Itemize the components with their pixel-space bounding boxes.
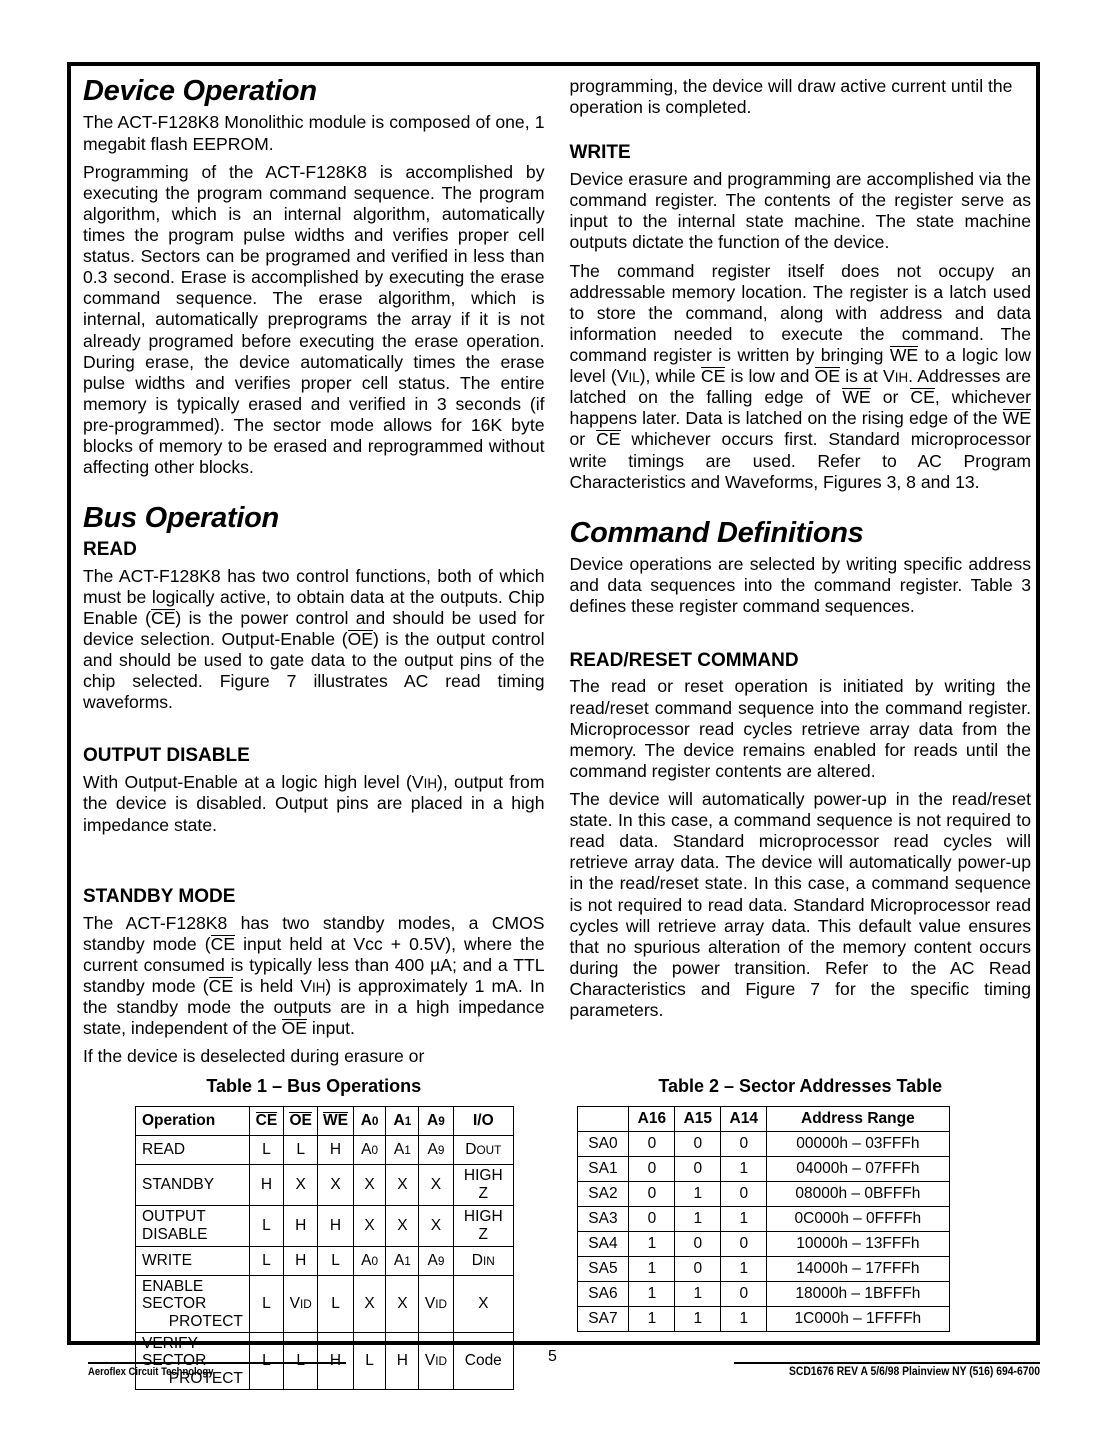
table2-wrapper: [570, 1076, 1032, 1390]
table-row: [136, 1276, 514, 1333]
col-we: [318, 1107, 353, 1136]
we-signal-overline: WE: [889, 344, 919, 365]
cell-operation: OUTPUT DISABLE: [136, 1206, 250, 1247]
cell-a9-value: V: [424, 1352, 436, 1370]
cell-sector: SA0: [577, 1132, 629, 1157]
right-column: [570, 76, 1032, 1021]
cell-operation: READ: [136, 1136, 250, 1165]
cell-we-value: L: [331, 1295, 340, 1313]
we-signal-overline: WE: [842, 387, 871, 408]
cell-a14: 1: [721, 1257, 767, 1282]
table2-title: Table 2 – Sector Addresses Table: [658, 1076, 943, 1096]
cell-a9-value: X: [430, 1217, 442, 1234]
cell-a0: [353, 1165, 386, 1206]
table-row: [136, 1165, 514, 1206]
cell-a9-subscript: ID: [435, 1298, 447, 1312]
paragraph-read-reset-1: The read or reset operation is initiated by writing the read/reset command sequence into the command register. Microprocessor read cycles retrieve array data from the memory. The device remains enabled for reads until the command register contents are altered.: [569, 676, 1031, 781]
table-row: [577, 1132, 949, 1157]
ce-signal-overline: CE: [700, 366, 726, 387]
operation-label-line2: PROTECT: [168, 1312, 243, 1330]
cell-a9: [419, 1165, 453, 1206]
table-row: [577, 1282, 949, 1307]
wr-text-1: The command register itself does not occupy an addressable memory location. The register is a latch used to store the command, along with address and data information needed to execute the command. The command register is written by bringing: [569, 260, 1031, 365]
cell-we-value: X: [330, 1176, 341, 1193]
cell-oe: [283, 1247, 317, 1276]
cell-a9-value: V: [424, 1295, 436, 1313]
wr-text-3: ), while: [639, 366, 701, 387]
col-a0: [353, 1107, 386, 1136]
table-row: [577, 1232, 949, 1257]
paragraph-output-disable: [83, 772, 545, 835]
cell-a15: 1: [675, 1307, 721, 1332]
table-row: [577, 1157, 949, 1182]
cell-io-value: HIGH Z: [463, 1208, 503, 1243]
cell-a9-value: A: [427, 1141, 438, 1158]
cell-oe: [283, 1276, 317, 1333]
cell-io-value: D: [471, 1252, 483, 1269]
spacer: [570, 625, 1032, 651]
vih-subscript: IH: [311, 979, 326, 995]
cell-a0-value: A: [361, 1141, 372, 1158]
heading-read: READ: [83, 538, 137, 560]
sb-text-5: input.: [307, 1018, 355, 1039]
cell-sector: SA4: [577, 1232, 629, 1257]
cell-sector: SA3: [577, 1207, 629, 1232]
sb-text-4: ) is approximately 1 mA. In the standby mode the outputs are in a high impedance state, independent of the: [83, 975, 545, 1039]
cell-ce-value: L: [262, 1141, 271, 1158]
cell-oe: [283, 1165, 317, 1206]
sb-text-3: is held V: [233, 975, 312, 996]
cell-io-subscript: OUT: [476, 1144, 502, 1157]
heading-standby-mode: STANDBY MODE: [83, 885, 236, 907]
we-header-overline: WE: [323, 1112, 348, 1129]
cell-ce: [249, 1136, 283, 1165]
cell-a14: 1: [721, 1157, 767, 1182]
paragraph-standby: [83, 913, 545, 1040]
page-number: 5: [548, 1348, 557, 1365]
spacer: [570, 125, 1032, 143]
cell-a15: 1: [675, 1182, 721, 1207]
wr-text-2: to a logic low level (V: [569, 344, 1032, 387]
cell-oe: [283, 1136, 317, 1165]
cell-a14: 0: [721, 1182, 767, 1207]
cell-ce-value: H: [260, 1176, 273, 1193]
cell-ce: [249, 1276, 283, 1333]
cell-oe-value: L: [296, 1352, 305, 1370]
a9-subscript: 9: [438, 1115, 445, 1128]
left-column: [83, 76, 545, 1067]
cell-a0: [353, 1247, 386, 1276]
col-operation: Operation: [136, 1107, 250, 1136]
oe-signal-overline: OE: [281, 1018, 307, 1039]
cell-io: [453, 1276, 513, 1333]
cell-a1: [386, 1276, 419, 1333]
cell-we-value: H: [329, 1217, 342, 1234]
heading-read-reset-command: READ/RESET COMMAND: [569, 649, 799, 671]
cell-a9-value: A: [427, 1252, 438, 1269]
cell-a1-value: H: [396, 1352, 408, 1370]
cell-we-value: L: [331, 1252, 340, 1269]
cell-operation: STANDBY: [136, 1165, 250, 1206]
we-signal-overline: WE: [1002, 408, 1031, 429]
cell-a9: [419, 1136, 453, 1165]
cell-a0: [353, 1276, 386, 1333]
cell-a14: 0: [721, 1282, 767, 1307]
wr-text-7: or: [870, 387, 911, 408]
table1-wrapper: [83, 1076, 545, 1390]
oe-header-overline: OE: [289, 1112, 312, 1129]
spacer: [83, 720, 545, 746]
spacer: [83, 869, 545, 887]
cell-a1-value: A: [393, 1252, 405, 1269]
cell-a9-subscript: ID: [435, 1355, 447, 1369]
a0-subscript: 0: [371, 1115, 379, 1128]
cell-sector: SA6: [577, 1282, 629, 1307]
cell-a9: [419, 1276, 453, 1333]
cell-a1-subscript: 1: [404, 1144, 411, 1157]
cell-a14: 0: [721, 1232, 767, 1257]
read-text-2: ) is the power control and should be used for device selection. Output-Enable (: [83, 607, 545, 649]
cell-oe-value: X: [295, 1176, 306, 1193]
cell-oe-value: H: [295, 1252, 307, 1269]
sb-text-2: input held at Vcc + 0.5V), where the current consumed is typically less than 400 µA; and a TTL standby mode (: [83, 933, 545, 996]
cell-a1: [386, 1136, 419, 1165]
ce-signal-overline: CE: [210, 933, 236, 954]
spacer: [570, 500, 1032, 518]
cell-ce-value: L: [262, 1295, 271, 1313]
cell-sector: SA5: [577, 1257, 629, 1282]
cell-a9-subscript: 9: [437, 1255, 445, 1268]
vih-subscript: IH: [894, 370, 909, 386]
spacer: [83, 485, 545, 503]
cell-io-value: D: [465, 1141, 477, 1158]
table2-body: [577, 1132, 949, 1332]
table-row: [577, 1182, 949, 1207]
cell-address-range: 10000h – 13FFFh: [767, 1232, 949, 1257]
cell-a16: 1: [629, 1307, 675, 1332]
cell-operation: [136, 1276, 250, 1333]
paragraph-standby-continued: If the device is deselected during erasure or: [83, 1046, 425, 1067]
paragraph-read: [83, 566, 545, 714]
heading-command-definitions: Command Definitions: [569, 516, 864, 549]
cell-address-range: 08000h – 0BFFFh: [767, 1182, 949, 1207]
cell-a16: 1: [629, 1232, 675, 1257]
cell-a15: 0: [675, 1232, 721, 1257]
operation-label-line1: ENABLE SECTOR: [142, 1278, 207, 1313]
cell-a1-subscript: 1: [404, 1255, 411, 1268]
cell-ce-value: L: [262, 1217, 271, 1234]
paragraph-device-intro: The ACT-F128K8 Monolithic module is composed of one, 1 megabit flash EEPROM.: [83, 112, 545, 154]
a1-label: A: [393, 1112, 405, 1129]
ce-signal-overline: CE: [208, 975, 234, 996]
cell-a1: [386, 1206, 419, 1247]
table-row: [136, 1136, 514, 1165]
cell-a16: 0: [629, 1207, 675, 1232]
cell-io-value: Code: [464, 1352, 502, 1370]
cell-ce-value: L: [262, 1352, 271, 1370]
cell-a9-value: X: [430, 1176, 442, 1193]
cell-we-value: H: [329, 1141, 342, 1158]
heading-write: WRITE: [569, 142, 631, 164]
read-text-1: The ACT-F128K8 has two control functions, both of which must be logically active, to obtain data at the outputs. Chip Enable (: [83, 565, 545, 628]
cell-oe-value: H: [295, 1217, 307, 1234]
cell-we: [318, 1247, 353, 1276]
oe-signal-overline: OE: [347, 628, 373, 649]
cell-address-range: 04000h – 07FFFh: [767, 1157, 949, 1182]
col-address-range: Address Range: [767, 1107, 949, 1132]
cell-sector: SA1: [577, 1157, 629, 1182]
table-header-row: [577, 1107, 949, 1132]
table1-title: Table 1 – Bus Operations: [206, 1076, 422, 1096]
wr-text-6: . Addresses are latched on the falling edge of: [569, 366, 1031, 408]
cell-a14: 0: [721, 1132, 767, 1157]
cell-io: [453, 1247, 513, 1276]
sb-text-1: The ACT-F128K8 has two standby modes, a CMOS standby mode (: [83, 912, 545, 954]
cell-ce: [249, 1206, 283, 1247]
cell-address-range: 1C000h – 1FFFFh: [767, 1307, 949, 1332]
table-row: [136, 1247, 514, 1276]
cell-ce: [249, 1165, 283, 1206]
cell-a15: 0: [675, 1132, 721, 1157]
col-a14: A14: [721, 1107, 767, 1132]
cell-oe-subscript: ID: [299, 1298, 312, 1312]
paragraph-write-2: [570, 261, 1032, 493]
cell-a0-value: X: [364, 1176, 375, 1193]
cell-a1-value: A: [393, 1141, 405, 1158]
wr-text-9: or: [569, 429, 597, 450]
table-row: [577, 1257, 949, 1282]
cell-a9-subscript: 9: [437, 1144, 445, 1157]
heading-output-disable: OUTPUT DISABLE: [83, 745, 250, 767]
heading-bus-operation: Bus Operation: [83, 502, 279, 535]
spacer: [83, 843, 545, 869]
footer-company: Aeroflex Circuit Technology: [88, 1362, 346, 1378]
paragraph-write-1: Device erasure and programming are accomplished via the command register. The contents of the register serve as input to the internal state machine. The state machine outputs dictate the function of the device.: [569, 169, 1031, 253]
cell-address-range: 00000h – 03FFFh: [767, 1132, 949, 1157]
cell-oe: [283, 1206, 317, 1247]
cell-address-range: 0C000h – 0FFFFh: [767, 1207, 949, 1232]
oe-signal-overline: OE: [814, 366, 841, 387]
cell-io: [453, 1206, 513, 1247]
cell-we: [318, 1136, 353, 1165]
cell-a1-value: X: [397, 1217, 408, 1234]
cell-a16: 1: [629, 1282, 675, 1307]
cell-oe-value: L: [296, 1141, 305, 1158]
cell-a16: 1: [629, 1257, 675, 1282]
paragraph-continued-from-left: programming, the device will draw active current until the operation is completed.: [569, 76, 1013, 118]
cell-a15: 0: [675, 1157, 721, 1182]
two-column-body: [83, 76, 1031, 1067]
cell-a9: [419, 1206, 453, 1247]
cell-ce-value: L: [262, 1252, 271, 1269]
operation-label-line2: PROTECT: [168, 1369, 243, 1387]
wr-text-10: whichever occurs first. Standard microprocessor write timings are used. Refer to AC Program Characteristics and Waveforms, Figures 3, 8 and 13.: [569, 429, 1031, 492]
operation-label-line1: VERIFY SECTOR: [142, 1335, 207, 1370]
cell-sector: SA2: [577, 1182, 629, 1207]
vil-subscript: IL: [628, 370, 640, 386]
cell-a0-subscript: 0: [371, 1255, 379, 1268]
col-ce: [249, 1107, 283, 1136]
ce-signal-overline: CE: [150, 607, 176, 628]
cell-address-range: 14000h – 17FFFh: [767, 1257, 949, 1282]
od-text-2: ), output from the device is disabled. Output pins are placed in a high impedance state.: [83, 772, 545, 835]
sector-addresses-table: [577, 1106, 950, 1332]
cell-we: [318, 1165, 353, 1206]
ce-signal-overline: CE: [910, 387, 935, 408]
cell-address-range: 18000h – 1BFFFh: [767, 1282, 949, 1307]
cell-a16: 0: [629, 1132, 675, 1157]
heading-device-operation: Device Operation: [83, 75, 317, 107]
table-row: [136, 1206, 514, 1247]
cell-a15: 1: [675, 1282, 721, 1307]
od-text-1: With Output-Enable at a logic high level (V: [83, 772, 424, 793]
cell-a9: [419, 1247, 453, 1276]
table-header-row: [136, 1107, 514, 1136]
cell-we: [318, 1206, 353, 1247]
cell-sector: SA7: [577, 1307, 629, 1332]
cell-a1-value: X: [397, 1176, 408, 1193]
cell-a15: 1: [675, 1207, 721, 1232]
cell-a15: 0: [675, 1257, 721, 1282]
col-sector: [577, 1107, 629, 1132]
cell-a16: 0: [629, 1182, 675, 1207]
table-row: [577, 1307, 949, 1332]
a1-subscript: 1: [404, 1115, 412, 1128]
cell-we-value: H: [329, 1352, 342, 1370]
paragraph-command-definitions: Device operations are selected by writing specific address and data sequences into the command register. Table 3 defines these register command sequences.: [569, 554, 1031, 617]
cell-a14: 1: [721, 1207, 767, 1232]
cell-operation: WRITE: [136, 1247, 250, 1276]
cell-we: [318, 1276, 353, 1333]
cell-a14: 1: [721, 1307, 767, 1332]
wr-text-5: is at V: [840, 366, 895, 387]
vih-subscript: IH: [423, 776, 437, 792]
a0-label: A: [360, 1112, 372, 1129]
col-oe: [283, 1107, 317, 1136]
a9-label: A: [427, 1112, 439, 1129]
ce-signal-overline: CE: [596, 429, 621, 450]
read-text-3: ) is the output control and should be used to gate data to the output pins of the chip selected. Figure 7 illustrates AC read timing waveforms.: [83, 628, 545, 713]
ce-header-overline: CE: [255, 1112, 278, 1129]
paragraph-read-reset-2: The device will automatically power-up in the read/reset state. In this case, a command sequence is not required to read data. Standard microprocessor read cycles will retrieve array data. The device will automatically power-up in the read/reset state. In this case, a command sequence is not required to read data. Standard Microprocessor read cycles will retrieve array data. This default value ensures that no spurious alteration of the memory content occurs during the power transition. Refer to the AC Read Characteristics and Figure 7 for the specific timing parameters.: [569, 788, 1031, 1021]
col-a1: [386, 1107, 419, 1136]
cell-io-value: HIGH Z: [463, 1167, 503, 1202]
cell-a1: [386, 1165, 419, 1206]
cell-a0-value: A: [361, 1252, 372, 1269]
cell-a0: [353, 1136, 386, 1165]
cell-a0-value: L: [365, 1352, 374, 1370]
col-a16: A16: [629, 1107, 675, 1132]
paragraph-programming: Programming of the ACT-F128K8 is accomplished by executing the program command sequence. The program algorithm, which is an internal algorithm, automatically times the program pulse widths and verifies proper cell status. Sectors can be programed and verified in less than 0.3 second. Erase is accomplished by executing the erase command sequence. The erase algorithm, which is internal, automatically preprograms the array if it is not already programed before executing the erase operation. During erase, the device automatically times the erase pulse widths and verifies proper cell status. The entire memory is typically erased and verified in 3 seconds (if pre-programmed). The sector mode allows for 16K byte blocks of memory to be erased and reprogrammed without affecting other blocks.: [83, 161, 545, 478]
cell-a0-subscript: 0: [371, 1144, 379, 1157]
cell-oe-value: V: [289, 1295, 300, 1313]
col-a15: A15: [675, 1107, 721, 1132]
col-io: I/O: [453, 1107, 513, 1136]
cell-io: [453, 1165, 513, 1206]
cell-a1: [386, 1247, 419, 1276]
cell-a0: [353, 1206, 386, 1247]
tables-section: [83, 1076, 1031, 1390]
cell-a0-value: X: [364, 1217, 375, 1234]
wr-text-4: is low and: [725, 366, 815, 387]
cell-io-subscript: IN: [483, 1255, 495, 1268]
cell-a1-value: X: [397, 1295, 408, 1313]
cell-io-value: X: [478, 1295, 489, 1313]
footer-document-info: SCD1676 REV A 5/6/98 Plainview NY (516) 694-6700: [734, 1362, 1040, 1378]
cell-io: [453, 1136, 513, 1165]
table-row: [577, 1207, 949, 1232]
cell-a0-value: X: [364, 1295, 375, 1313]
cell-a16: 0: [629, 1157, 675, 1182]
cell-ce: [249, 1247, 283, 1276]
wr-text-8: , whichever happens later. Data is latched on the rising edge of the: [569, 387, 1032, 429]
col-a9: [419, 1107, 453, 1136]
